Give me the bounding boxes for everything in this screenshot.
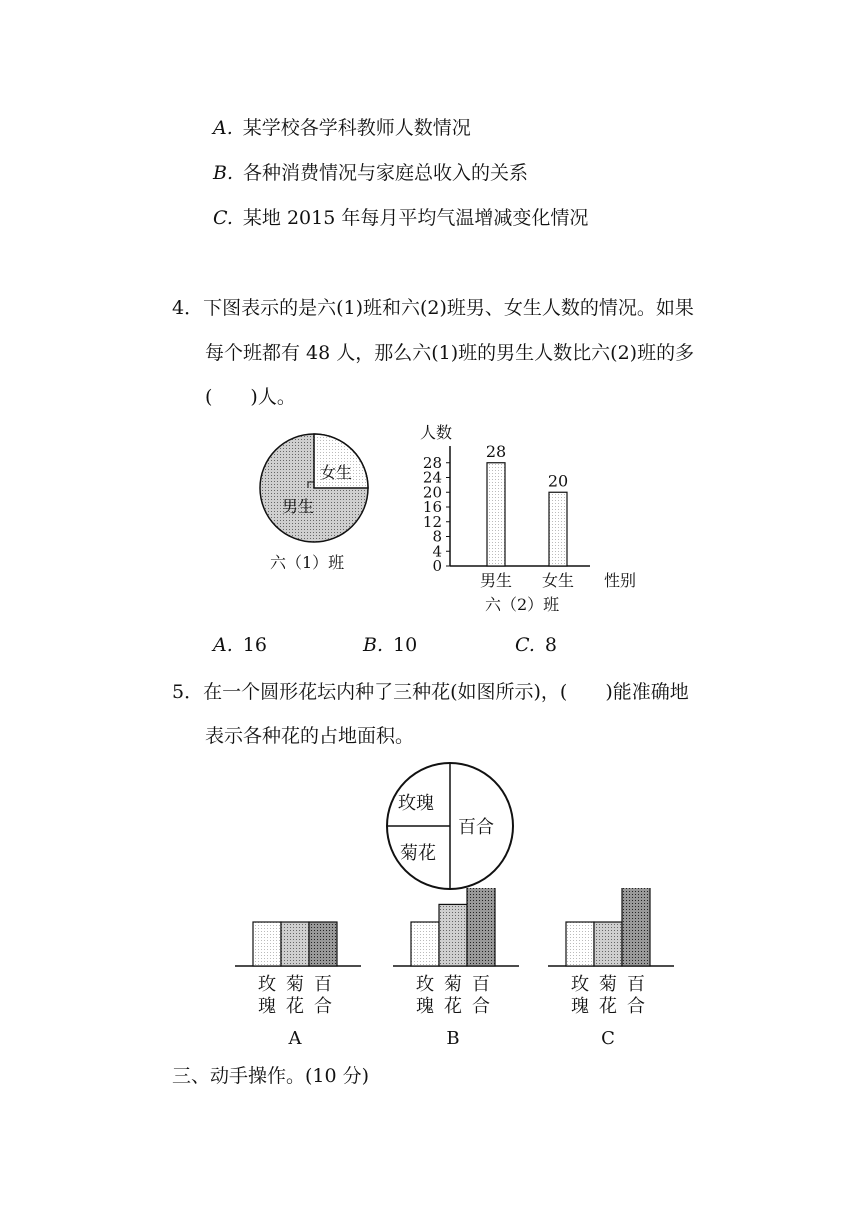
bar-option-B bbox=[393, 888, 519, 1048]
option-bar bbox=[411, 922, 439, 966]
q4-line3: ( )人。 bbox=[205, 386, 296, 408]
option-bar-label: 菊 bbox=[286, 974, 304, 995]
option-bar-label: 百 bbox=[627, 974, 645, 995]
q4-line1: 4．下图表示的是六(1)班和六(2)班男、女生人数的情况。如果 bbox=[172, 297, 694, 319]
option-bar-label: 合 bbox=[472, 996, 490, 1017]
y-tick-label-4: 4 bbox=[432, 542, 442, 561]
y-tick-label-12: 12 bbox=[422, 512, 442, 531]
q4-options bbox=[213, 633, 557, 657]
q5-line2: 表示各种花的占地面积。 bbox=[205, 725, 415, 747]
option-bar-label: 合 bbox=[627, 996, 645, 1017]
option-bar-label: 瑰 bbox=[571, 996, 589, 1017]
chart-xlabel: 性别 bbox=[604, 571, 637, 590]
bar-1 bbox=[549, 492, 567, 566]
chart-ylabel: 人数 bbox=[420, 423, 453, 442]
y-tick-label-20: 20 bbox=[422, 483, 442, 502]
option-bar-label: 瑰 bbox=[416, 996, 434, 1017]
y-tick-label-28: 28 bbox=[422, 453, 442, 472]
circle-label-lily: 百合 bbox=[458, 817, 494, 838]
option-bar-label: 花 bbox=[599, 996, 617, 1017]
bar-0 bbox=[487, 463, 505, 566]
option-caption: C bbox=[601, 1028, 615, 1048]
q3-option-b: B. 各种消费情况与家庭总收入的关系 bbox=[213, 162, 529, 184]
circle-label-rose: 玫瑰 bbox=[398, 793, 434, 814]
pie-girl-label: 女生 bbox=[320, 463, 353, 482]
chart-caption: 六（2）班 bbox=[485, 595, 560, 614]
option-bar bbox=[439, 904, 467, 966]
circle-label-chrysanthemum: 菊花 bbox=[400, 843, 436, 864]
q5-line1: 5．在一个圆形花坛内种了三种花(如图所示)，( )能准确地 bbox=[172, 681, 689, 703]
q4-line2: 每个班都有 48 人，那么六(1)班的男生人数比六(2)班的多 bbox=[205, 342, 695, 364]
q4-option-c: C. 8 bbox=[515, 634, 557, 656]
pie-boy-label: 男生 bbox=[282, 497, 315, 516]
option-bar-label: 百 bbox=[472, 974, 490, 995]
section3-title: 三、动手操作。(10 分) bbox=[172, 1065, 370, 1087]
q5-flower-bed-circle bbox=[382, 757, 522, 897]
x-category-label-0: 男生 bbox=[479, 571, 513, 590]
q4-bar-chart bbox=[410, 418, 650, 618]
bar-data-label-1: 20 bbox=[547, 471, 569, 491]
y-tick-label-0: 0 bbox=[432, 557, 442, 575]
q4-pie-figure bbox=[250, 430, 380, 575]
option-bar-label: 菊 bbox=[599, 974, 617, 995]
q3-option-a: A. 某学校各学科教师人数情况 bbox=[213, 117, 471, 139]
q3-option-c: C. 某地 2015 年每月平均气温增减变化情况 bbox=[213, 207, 589, 229]
option-bar-label: 瑰 bbox=[258, 996, 276, 1017]
x-category-label-1: 女生 bbox=[541, 571, 575, 590]
pie-caption: 六（1）班 bbox=[270, 553, 345, 572]
option-bar-label: 百 bbox=[314, 974, 332, 995]
y-tick-label-16: 16 bbox=[422, 498, 442, 516]
option-caption: B bbox=[446, 1028, 460, 1048]
q4-option-a: A. 16 bbox=[213, 634, 267, 656]
option-bar bbox=[594, 922, 622, 966]
option-bar bbox=[622, 888, 650, 966]
option-bar-label: 合 bbox=[314, 996, 332, 1017]
option-bar-label: 菊 bbox=[444, 974, 462, 995]
option-caption: A bbox=[288, 1028, 302, 1048]
option-bar bbox=[253, 922, 281, 966]
y-tick-label-24: 24 bbox=[422, 468, 442, 487]
y-tick-label-8: 8 bbox=[432, 527, 442, 546]
option-bar-label: 花 bbox=[286, 996, 304, 1017]
bar-option-A bbox=[235, 922, 361, 1048]
option-bar-label: 花 bbox=[444, 996, 462, 1017]
option-bar-label: 玫 bbox=[258, 974, 276, 995]
bar-option-C bbox=[548, 888, 674, 1048]
option-bar bbox=[467, 888, 495, 966]
option-bar bbox=[566, 922, 594, 966]
bar-data-label-0: 28 bbox=[485, 441, 507, 461]
option-bar bbox=[309, 922, 337, 966]
q5-bar-options bbox=[230, 888, 680, 1048]
q4-option-b: B. 10 bbox=[363, 634, 418, 656]
option-bar bbox=[281, 922, 309, 966]
option-bar-label: 玫 bbox=[416, 974, 434, 995]
option-bar-label: 玫 bbox=[571, 974, 589, 995]
